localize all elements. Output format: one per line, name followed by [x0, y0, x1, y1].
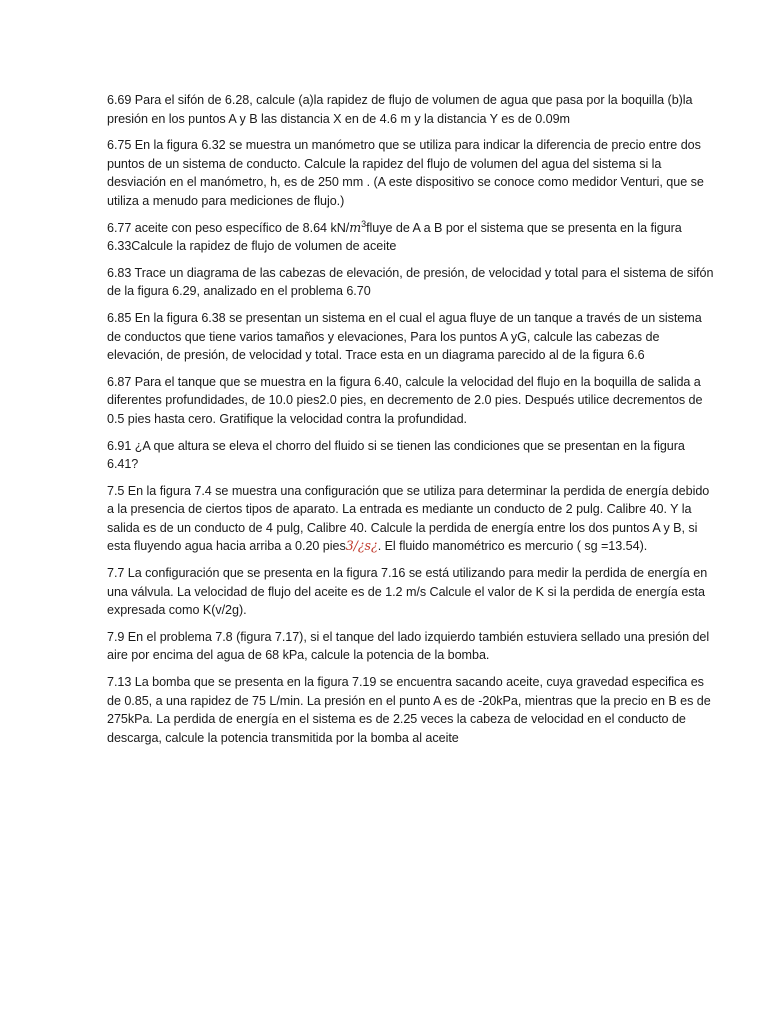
problem-6-87: 6.87 Para el tanque que se muestra en la figura 6.40, calcule la velocidad del flujo en la boquilla de salida a diferentes profundidades, de 10.0 pies2.0 pies, en decremento de 2.0 pies. Después utilice decrementos de 0.5 pies hasta cero. Gratifique la velocidad contra la profundidad.	[107, 374, 703, 426]
problem-6-77	[107, 219, 718, 256]
problem-6-91: 6.91 ¿A que altura se eleva el chorro del fluido si se tienen las condiciones que se presentan en la figura 6.41?	[107, 438, 685, 472]
problem-6-69: 6.69 Para el sifón de 6.28, calcule (a)la rapidez de flujo de volumen de agua que pasa por la boquilla (b)la presión en los puntos A y B las distancia X en de 4.6 m y la distancia Y es de 0.09m	[107, 93, 693, 126]
flow-unit-glyph: 3/¿s¿	[345, 538, 378, 554]
problem-6-75: 6.75 En la figura 6.32 se muestra un manómetro que se utiliza para indicar la diferencia de precio entre dos puntos de un sistema de conducto. Calcule la rapidez del flujo de volumen del agua del sistema si la desviación en el manómetro, h, es de 250 mm . (A este dispositivo se conoce como medidor Venturi, que se utiliza a menudo para mediciones de flujo.)	[107, 138, 704, 208]
problem-7-5-text-end: . El fluido manométrico es mercurio ( sg =13.54).	[377, 539, 648, 554]
unit-m: m	[349, 219, 362, 235]
problem-6-83: 6.83 Trace un diagrama de las cabezas de elevación, de presión, de velocidad y total para el sistema de sifón de la figura 6.29, analizado en el problema 6.70	[107, 265, 714, 299]
problem-6-77-text-end: fluye de A a B por el sistema que se presenta en la figura 6.33Calcule la rapidez de flujo de volumen de aceite	[107, 220, 682, 254]
problem-7-7: 7.7 La configuración que se presenta en la figura 7.16 se está utilizando para medir la perdida de energía en una válvula. La velocidad de flujo del aceite es de 1.2 m/s Calcule el valor de K si la perdida de energía esta expresada como K(v/2g).	[107, 566, 708, 618]
unit-exponent: 3	[361, 218, 367, 229]
problem-7-13: 7.13 La bomba que se presenta en la figura 7.19 se encuentra sacando aceite, cuya gravedad especifica es de 0.85, a una rapidez de 75 L/min. La presión en el punto A es de -20kPa, mientras que la precio en B es de 275kPa. La perdida de energía en el sistema es de 2.25 veces la cabeza de velocidad en el conducto de descarga, calcule la potencia transmitida por la bomba al aceite	[107, 675, 711, 745]
problem-6-85: 6.85 En la figura 6.38 se presentan un sistema en el cual el agua fluye de un tanque a través de un sistema de conductos que tiene varios tamaños y elevaciones, Para los puntos A yG, calcule las cabezas de elevación, de presión, de velocidad y total. Trace esta en un diagrama parecido al de la figura 6.6	[107, 310, 702, 363]
problem-7-9: 7.9 En el problema 7.8 (figura 7.17), si el tanque del lado izquierdo también estuviera sellado una presión del aire por encima del agua de 68 kPa, calcule la potencia de la bomba.	[107, 629, 710, 663]
problem-7-5	[107, 482, 718, 556]
problem-6-77-text-start: 6.77 aceite con peso específico de 8.64 kN/	[107, 220, 350, 235]
problem-7-5-text-start: 7.5 En la figura 7.4 se muestra una configuración que se utiliza para determinar la perdida de energía debido a la presencia de ciertos tipos de aparato. La entrada es mediante un conducto de 2 pulg. Calibre 40. Y la salida es de un conducto de 4 pulg, Calibre 40. Calcule la perdida de energía entre los dos puntos A y B, si esta fluyendo agua hacia arriba a 0.20 pies	[107, 483, 710, 554]
